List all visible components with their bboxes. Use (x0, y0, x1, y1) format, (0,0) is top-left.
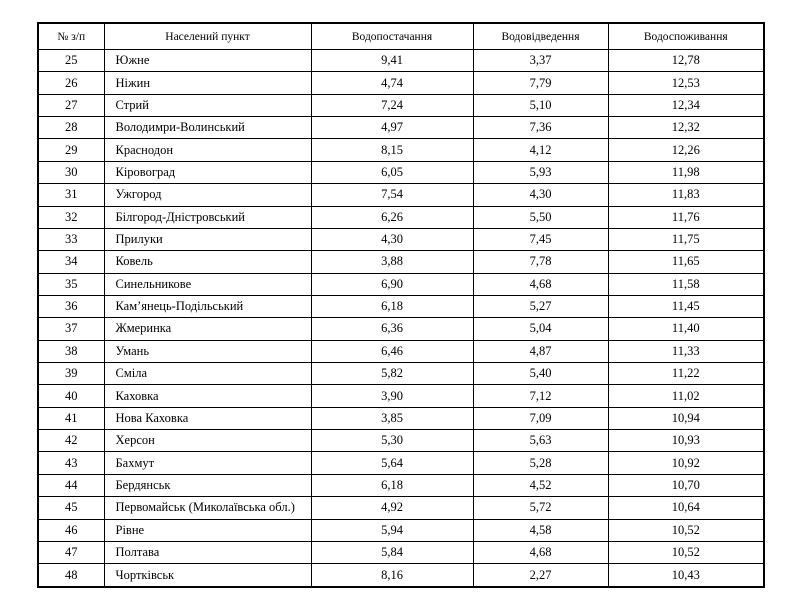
water-drainage-cell: 5,28 (473, 452, 608, 474)
water-consumption-cell: 10,52 (608, 519, 764, 541)
city-name-cell: Бахмут (104, 452, 311, 474)
city-name-cell: Білгород-Дністровський (104, 206, 311, 228)
row-number-cell: 38 (38, 340, 104, 362)
water-drainage-cell: 5,63 (473, 430, 608, 452)
water-supply-cell: 8,16 (311, 564, 473, 587)
water-drainage-cell: 5,04 (473, 318, 608, 340)
water-drainage-cell: 7,45 (473, 228, 608, 250)
water-supply-cell: 6,05 (311, 161, 473, 183)
city-name-cell: Прилуки (104, 228, 311, 250)
water-supply-cell: 4,97 (311, 117, 473, 139)
city-name-cell: Каховка (104, 385, 311, 407)
water-supply-cell: 3,85 (311, 407, 473, 429)
row-number-cell: 44 (38, 474, 104, 496)
city-name-cell: Стрий (104, 94, 311, 116)
table-row (38, 228, 764, 250)
city-name-cell: Жмеринка (104, 318, 311, 340)
water-drainage-cell: 4,30 (473, 184, 608, 206)
city-name-cell: Чортківськ (104, 564, 311, 587)
water-supply-cell: 5,94 (311, 519, 473, 541)
row-number-cell: 42 (38, 430, 104, 452)
city-name-cell: Синельникове (104, 273, 311, 295)
water-supply-cell: 8,15 (311, 139, 473, 161)
table-row (38, 452, 764, 474)
city-name-cell: Нова Каховка (104, 407, 311, 429)
water-supply-cell: 5,64 (311, 452, 473, 474)
water-consumption-cell: 12,78 (608, 50, 764, 72)
water-drainage-cell: 3,37 (473, 50, 608, 72)
row-number-cell: 29 (38, 139, 104, 161)
table-row (38, 407, 764, 429)
water-drainage-cell: 5,40 (473, 363, 608, 385)
row-number-cell: 32 (38, 206, 104, 228)
water-supply-cell: 6,36 (311, 318, 473, 340)
table-header (38, 23, 764, 50)
city-name-cell: Бердянськ (104, 474, 311, 496)
table-body (38, 50, 764, 588)
water-drainage-cell: 4,68 (473, 273, 608, 295)
table-row (38, 474, 764, 496)
col-header-water-drainage: Водовідведення (473, 23, 608, 50)
row-number-cell: 46 (38, 519, 104, 541)
water-supply-cell: 4,30 (311, 228, 473, 250)
water-drainage-cell: 4,87 (473, 340, 608, 362)
table-row (38, 161, 764, 183)
table-row (38, 139, 764, 161)
water-drainage-cell: 4,12 (473, 139, 608, 161)
row-number-cell: 48 (38, 564, 104, 587)
table-row (38, 50, 764, 72)
water-consumption-cell: 10,52 (608, 541, 764, 563)
city-name-cell: Володимри-Волинський (104, 117, 311, 139)
water-consumption-cell: 12,53 (608, 72, 764, 94)
table-row (38, 363, 764, 385)
row-number-cell: 28 (38, 117, 104, 139)
city-name-cell: Кіровоград (104, 161, 311, 183)
water-supply-cell: 3,90 (311, 385, 473, 407)
water-drainage-cell: 4,58 (473, 519, 608, 541)
city-name-cell: Ніжин (104, 72, 311, 94)
city-name-cell: Южне (104, 50, 311, 72)
water-consumption-cell: 10,64 (608, 497, 764, 519)
water-supply-cell: 3,88 (311, 251, 473, 273)
water-supply-cell: 5,30 (311, 430, 473, 452)
water-consumption-cell: 11,58 (608, 273, 764, 295)
water-supply-cell: 7,54 (311, 184, 473, 206)
water-consumption-cell: 11,75 (608, 228, 764, 250)
document-page (37, 22, 763, 588)
city-name-cell: Краснодон (104, 139, 311, 161)
water-drainage-cell: 5,10 (473, 94, 608, 116)
water-drainage-cell: 7,12 (473, 385, 608, 407)
water-consumption-cell: 11,40 (608, 318, 764, 340)
water-consumption-cell: 11,76 (608, 206, 764, 228)
city-name-cell: Первомайськ (Миколаївська обл.) (104, 497, 311, 519)
col-header-index: № з/п (38, 23, 104, 50)
water-drainage-cell: 4,68 (473, 541, 608, 563)
water-consumption-cell: 11,83 (608, 184, 764, 206)
water-drainage-cell: 7,78 (473, 251, 608, 273)
row-number-cell: 40 (38, 385, 104, 407)
water-consumption-table (37, 22, 765, 588)
water-consumption-cell: 11,02 (608, 385, 764, 407)
water-supply-cell: 4,92 (311, 497, 473, 519)
city-name-cell: Полтава (104, 541, 311, 563)
table-row (38, 206, 764, 228)
row-number-cell: 41 (38, 407, 104, 429)
water-supply-cell: 9,41 (311, 50, 473, 72)
city-name-cell: Сміла (104, 363, 311, 385)
water-consumption-cell: 10,92 (608, 452, 764, 474)
water-drainage-cell: 7,79 (473, 72, 608, 94)
table-row (38, 430, 764, 452)
col-header-water-consumption: Водоспоживання (608, 23, 764, 50)
row-number-cell: 31 (38, 184, 104, 206)
water-supply-cell: 4,74 (311, 72, 473, 94)
water-consumption-cell: 11,33 (608, 340, 764, 362)
water-consumption-cell: 11,45 (608, 295, 764, 317)
city-name-cell: Рівне (104, 519, 311, 541)
water-supply-cell: 6,18 (311, 474, 473, 496)
water-drainage-cell: 7,36 (473, 117, 608, 139)
row-number-cell: 35 (38, 273, 104, 295)
water-drainage-cell: 5,50 (473, 206, 608, 228)
table-row (38, 251, 764, 273)
water-drainage-cell: 5,72 (473, 497, 608, 519)
table-row (38, 184, 764, 206)
col-header-water-supply: Водопостачання (311, 23, 473, 50)
table-row (38, 94, 764, 116)
water-supply-cell: 6,46 (311, 340, 473, 362)
row-number-cell: 30 (38, 161, 104, 183)
row-number-cell: 25 (38, 50, 104, 72)
water-drainage-cell: 4,52 (473, 474, 608, 496)
water-supply-cell: 5,84 (311, 541, 473, 563)
table-row (38, 72, 764, 94)
row-number-cell: 43 (38, 452, 104, 474)
row-number-cell: 33 (38, 228, 104, 250)
table-row (38, 295, 764, 317)
row-number-cell: 37 (38, 318, 104, 340)
table-row (38, 340, 764, 362)
table-row (38, 519, 764, 541)
water-consumption-cell: 12,26 (608, 139, 764, 161)
header-row (38, 23, 764, 50)
row-number-cell: 26 (38, 72, 104, 94)
water-consumption-cell: 11,65 (608, 251, 764, 273)
water-supply-cell: 6,18 (311, 295, 473, 317)
water-consumption-cell: 10,93 (608, 430, 764, 452)
row-number-cell: 36 (38, 295, 104, 317)
water-consumption-cell: 12,32 (608, 117, 764, 139)
city-name-cell: Ковель (104, 251, 311, 273)
row-number-cell: 47 (38, 541, 104, 563)
table-row (38, 497, 764, 519)
water-drainage-cell: 7,09 (473, 407, 608, 429)
city-name-cell: Умань (104, 340, 311, 362)
table-row (38, 273, 764, 295)
row-number-cell: 39 (38, 363, 104, 385)
table-row (38, 541, 764, 563)
water-consumption-cell: 10,94 (608, 407, 764, 429)
table-row (38, 117, 764, 139)
water-supply-cell: 6,26 (311, 206, 473, 228)
water-drainage-cell: 5,93 (473, 161, 608, 183)
city-name-cell: Кам’янець-Подільський (104, 295, 311, 317)
city-name-cell: Ужгород (104, 184, 311, 206)
table-row (38, 318, 764, 340)
water-consumption-cell: 10,70 (608, 474, 764, 496)
city-name-cell: Херсон (104, 430, 311, 452)
water-supply-cell: 5,82 (311, 363, 473, 385)
water-drainage-cell: 5,27 (473, 295, 608, 317)
water-drainage-cell: 2,27 (473, 564, 608, 587)
water-consumption-cell: 11,98 (608, 161, 764, 183)
water-consumption-cell: 11,22 (608, 363, 764, 385)
water-consumption-cell: 10,43 (608, 564, 764, 587)
col-header-settlement: Населений пункт (104, 23, 311, 50)
table-row (38, 385, 764, 407)
water-supply-cell: 6,90 (311, 273, 473, 295)
row-number-cell: 27 (38, 94, 104, 116)
water-consumption-cell: 12,34 (608, 94, 764, 116)
water-supply-cell: 7,24 (311, 94, 473, 116)
row-number-cell: 45 (38, 497, 104, 519)
row-number-cell: 34 (38, 251, 104, 273)
table-row (38, 564, 764, 587)
